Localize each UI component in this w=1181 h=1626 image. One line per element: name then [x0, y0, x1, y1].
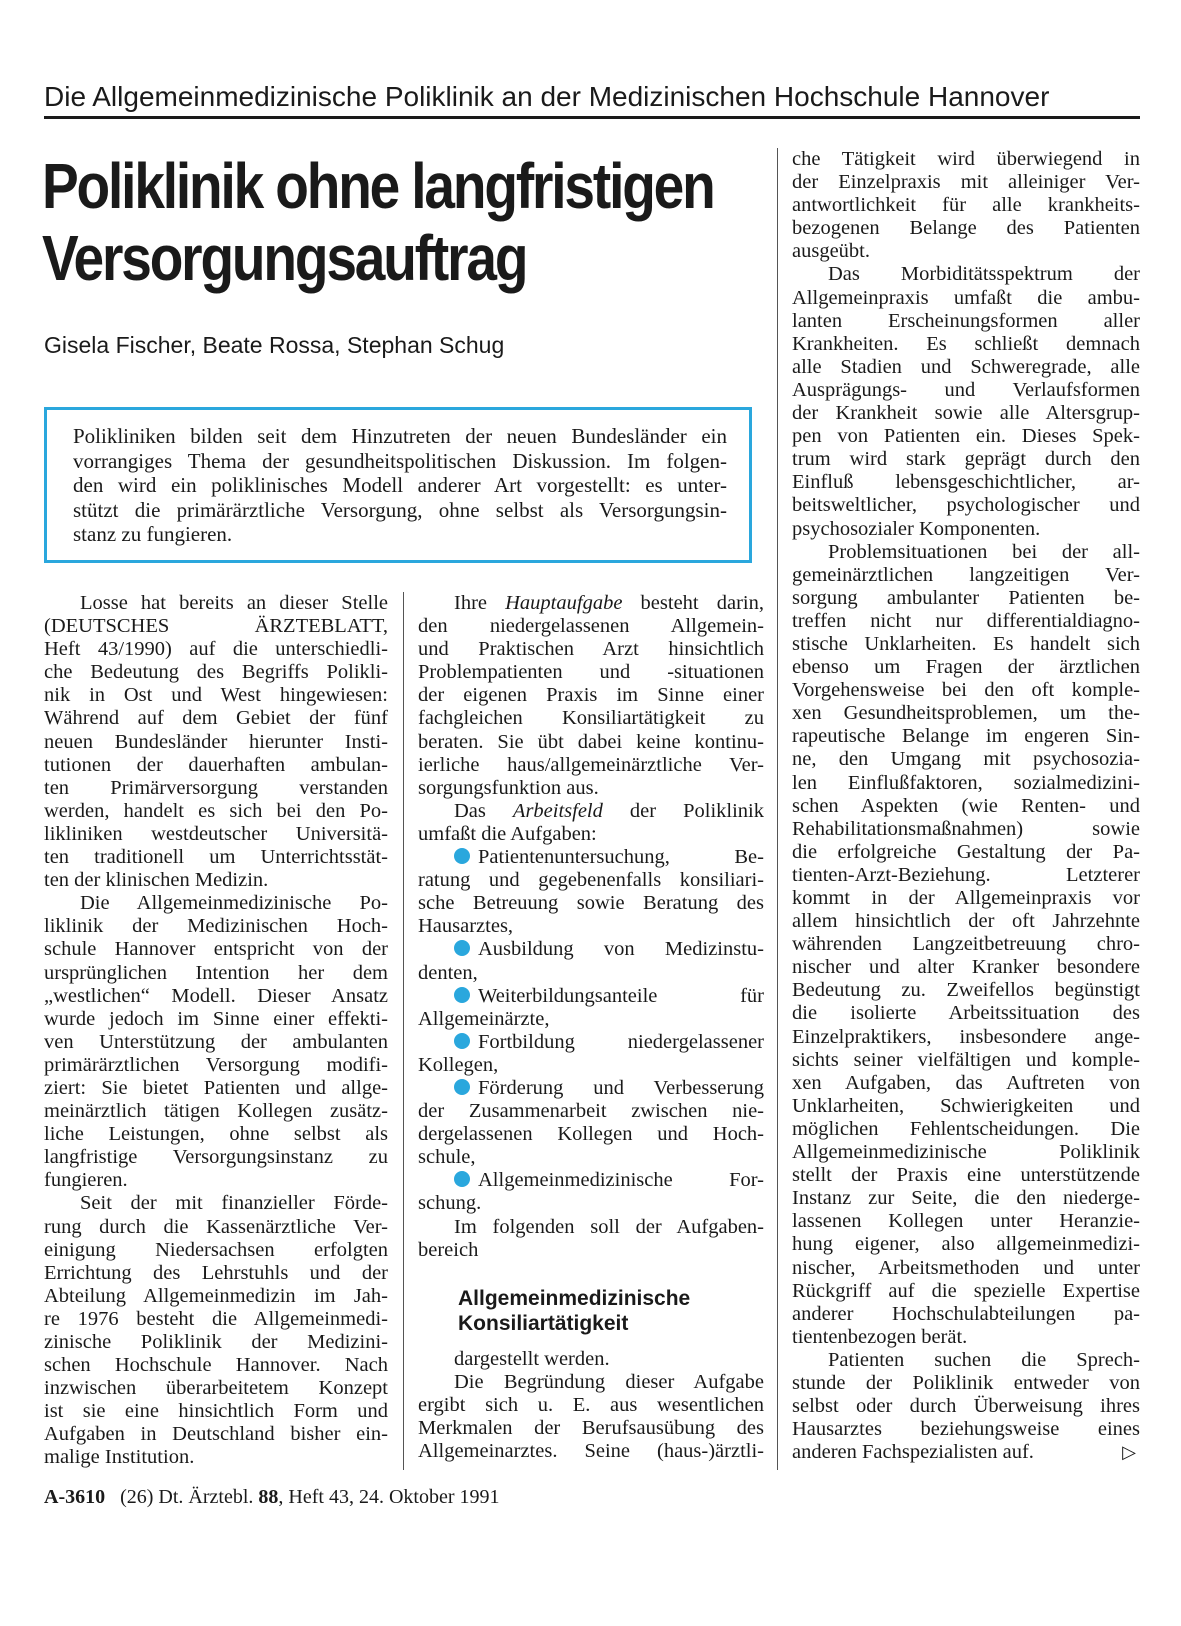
text-line: che Tätigkeit wird überwiegend in — [792, 148, 1140, 170]
text-line: Errichtung des Lehrstuhls und der — [44, 1261, 388, 1284]
authors: Gisela Fischer, Beate Rossa, Stephan Schug — [44, 332, 505, 358]
bullet-dot-icon — [454, 940, 470, 956]
text-line: Während auf dem Gebiet der fünf — [44, 707, 388, 730]
text-line: bereich — [418, 1238, 479, 1261]
bullet-item: Patientenuntersuchung, Be- — [418, 846, 764, 869]
text-line: tutionen der dauerhaften ambulan- — [44, 753, 388, 776]
text-line: ausgeübt. — [792, 240, 870, 263]
bullet-item: Weiterbildungsanteile für — [418, 985, 764, 1008]
bullet-dot-icon — [454, 848, 470, 864]
column-divider — [403, 592, 404, 1470]
text-line: sorgung ambulanter Patienten be- — [792, 586, 1140, 609]
text-line: und Praktischen Arzt hinsichtlich — [418, 638, 764, 661]
text-line: anderen Fachspezialisten auf. ▷ — [792, 1441, 1136, 1464]
text-line: Die Allgemeinmedizinische Po- — [80, 892, 388, 915]
bullet-dot-icon — [454, 1079, 470, 1095]
text-line: xen Aufgaben, das Auftreten von — [792, 1071, 1140, 1094]
text-line: der eigenen Praxis im Sinne einer — [418, 684, 764, 707]
abstract-line: stützt die primärärztliche Versorgung, ohne selbst als Versorgungsin- — [73, 497, 727, 522]
text-line: Hausarztes, — [418, 915, 514, 938]
text-line: die isolierte Arbeitssituation des — [792, 1002, 1140, 1025]
text-line: tientenbezogen berät. — [792, 1325, 968, 1348]
text-line: Ihre Hauptaufgabe besteht darin, — [454, 592, 764, 614]
text-line: denten, — [418, 961, 478, 984]
text-line: treffen nicht nur differentialdiagno- — [792, 609, 1140, 632]
text-line: Merkmalen der Berufsausübung des — [418, 1417, 764, 1439]
text-line: beitsweltlicher, psychologischer und — [792, 494, 1140, 517]
text-line: len Einflußfaktoren, sozialmedizini- — [792, 771, 1140, 794]
text-line: lassenen Kollegen unter Heranzie- — [792, 1210, 1140, 1233]
text-line: ist sie eine hinsichtlich Form und — [44, 1400, 388, 1423]
text-line: Einfluß lebensgeschichtlicher, ar- — [792, 471, 1140, 494]
abstract-line: den wird ein poliklinisches Modell anderer Art vorgestellt: es unter- — [73, 473, 727, 497]
text-line: Das Arbeitsfeld der Poliklinik — [454, 799, 764, 822]
bullet-item: Ausbildung von Medizinstu- — [418, 938, 764, 961]
text-line: schen Aspekten (wie Renten- und — [792, 794, 1140, 817]
text-line: sche Betreuung sowie Beratung des — [418, 892, 764, 915]
text-line: werden, handelt es sich bei den Po- — [44, 799, 388, 822]
text-line: Das Morbiditätsspektrum der — [828, 263, 1140, 286]
text-line: ursprünglichen Intention her dem — [44, 961, 388, 984]
text-line: gemeinärztlichen langzeitigen Ver- — [792, 563, 1140, 586]
text-line: Die Begründung dieser Aufgabe — [454, 1370, 764, 1393]
bullet-dot-icon — [454, 987, 470, 1003]
text-line: Patienten suchen die Sprech- — [828, 1348, 1140, 1371]
text-line: xen Gesundheitsproblemen, um the- — [792, 702, 1140, 725]
text-line: „westlichen“ Modell. Dieser Ansatz — [44, 984, 388, 1007]
text-line: selbst oder durch Überweisung ihres — [792, 1395, 1140, 1418]
text-line: zinische Poliklinik der Medizini- — [44, 1331, 388, 1353]
text-line: psychosozialer Komponenten. — [792, 517, 1041, 540]
text-line: Abteilung Allgemeinmedizin im Jah- — [44, 1284, 388, 1307]
text-line: umfaßt die Aufgaben: — [418, 822, 597, 845]
text-line: Rückgriff auf die spezielle Expertise — [792, 1279, 1140, 1302]
text-column-3 — [792, 148, 1140, 1464]
text-line: Seit der mit finanzieller Förde- — [80, 1192, 388, 1215]
text-line: Aufgaben in Deutschland bisher ein- — [44, 1423, 388, 1446]
text-line: inzwischen überarbeitetem Konzept — [44, 1377, 388, 1400]
text-line: Allgemeinarztes. Seine (haus-)ärztli- — [418, 1440, 764, 1463]
abstract-line: stanz zu fungieren. — [73, 522, 233, 546]
abstract-line: Polikliniken bilden seit dem Hinzutreten der neuen Bundesländer ein — [73, 424, 727, 448]
text-line: stische Unklarheiten. Es handelt sich — [792, 632, 1140, 655]
text-line: Rehabilitationsmaßnahmen) sowie — [792, 817, 1140, 840]
text-line: antwortlichkeit für alle krankheits- — [792, 194, 1140, 217]
text-line: beraten. Sie übt dabei keine kontinu- — [418, 730, 764, 753]
text-line: Problempatienten und -situationen — [418, 661, 764, 684]
text-line: der Einzelpraxis mit alleiniger Ver- — [792, 171, 1140, 194]
text-line: liche Leistungen, ohne selbst als — [44, 1123, 388, 1146]
text-line: Unklarheiten, Schwierigkeiten und — [792, 1094, 1140, 1117]
text-line: einigung Niedersachsen erfolgten — [44, 1238, 388, 1261]
text-line: schule Hannover entspricht von der — [44, 938, 388, 961]
bullet-item: Förderung und Verbesserung — [418, 1077, 764, 1100]
text-column-1 — [44, 592, 388, 1470]
text-line: stellt der Praxis eine unterstützende — [792, 1164, 1140, 1187]
text-line: neuen Bundesländer hierunter Insti- — [44, 730, 388, 753]
title-line: Versorgungsauftrag — [42, 222, 527, 294]
text-line: sorgungsfunktion aus. — [418, 776, 599, 799]
text-line: die erfolgreiche Gestaltung der Pa- — [792, 840, 1140, 863]
text-line: ierliche haus/allgemeinärztliche Ver- — [418, 753, 764, 776]
column-divider — [777, 148, 778, 1470]
text-line: schen Hochschule Hannover. Nach — [44, 1354, 388, 1377]
subheading-line: Allgemeinmedizinische — [458, 1286, 691, 1310]
text-line: Ausprägungs- und Verlaufsformen — [792, 378, 1140, 401]
text-line: Allgemeinmedizinische Poliklinik — [792, 1141, 1140, 1164]
text-line: fachgleichen Konsiliartätigkeit zu — [418, 707, 764, 730]
text-line: anderer Hochschulabteilungen pa- — [792, 1302, 1140, 1325]
page-footer: A-3610 (26) Dt. Ärztebl. 88, Heft 43, 24. Oktober 1991 — [44, 1486, 500, 1508]
emphasis-arbeitsfeld: Arbeitsfeld — [512, 799, 603, 822]
text-line: nik in Ost und West hingewiesen: — [44, 684, 388, 707]
text-line: bezogenen Belange des Patienten — [792, 217, 1140, 240]
text-line: der Krankheit sowie alle Altersgrup- — [792, 402, 1140, 425]
bullet-dot-icon — [454, 1171, 470, 1187]
text-line: che Bedeutung des Begriffs Polikli- — [44, 661, 388, 684]
text-line: Instanz zur Seite, die den niederge- — [792, 1187, 1140, 1210]
subheading-line: Konsiliartätigkeit — [458, 1311, 629, 1335]
text-line: Allgemeinärzte, — [418, 1007, 550, 1030]
text-line: ven Unterstützung der ambulanten — [44, 1030, 388, 1053]
text-line: lanten Erscheinungsformen aller — [792, 309, 1140, 332]
text-line: hung eigener, also allgemeinmedizi- — [792, 1233, 1140, 1256]
kicker-heading: Die Allgemeinmedizinische Poliklinik an der Medizinischen Hochschule Hannover — [44, 80, 1140, 119]
text-line: likliniken westdeutscher Universitä- — [44, 822, 388, 845]
text-line: meinärztlich tätigen Kollegen zusätz- — [44, 1100, 388, 1123]
text-line: möglichen Fehlentscheidungen. Die — [792, 1117, 1140, 1140]
bullet-item: Allgemeinmedizinische For- — [418, 1169, 764, 1192]
text-line: Vorgehensweise bei den oft komple- — [792, 679, 1140, 702]
text-line: den niedergelassenen Allgemein- — [418, 615, 764, 638]
emphasis-hauptaufgabe: Hauptaufgabe — [505, 592, 623, 614]
article-title — [42, 150, 714, 294]
text-line: sichts seiner vielfältigen und komple- — [792, 1048, 1140, 1071]
text-line: nischer, Arbeitsmethoden und unter — [792, 1256, 1140, 1279]
text-line: pen von Patienten ein. Dieses Spek- — [792, 425, 1140, 448]
text-line: Krankheiten. Es schließt demnach — [792, 332, 1140, 355]
text-line: Einzelpraktikers, insbesondere ange- — [792, 1025, 1140, 1048]
text-line: rung durch die Kassenärztliche Ver- — [44, 1215, 388, 1238]
text-line: ne, den Umgang mit psychosozia- — [792, 748, 1140, 771]
text-line: währenden Langzeitbetreuung chro- — [792, 933, 1140, 956]
text-line: nischer und alter Kranker besondere — [792, 956, 1140, 979]
abstract-box — [44, 407, 752, 563]
text-line: ziert: Sie bietet Patienten und allge- — [44, 1076, 388, 1099]
volume-number: 88 — [258, 1486, 279, 1508]
abstract-line: vorrangiges Thema der gesundheitspolitischen Diskussion. Im folgen- — [73, 448, 727, 473]
text-line: langfristige Versorgungsinstanz zu — [44, 1146, 388, 1169]
text-line: Im folgenden soll der Aufgaben- — [454, 1215, 764, 1238]
text-line: der Zusammenarbeit zwischen nie- — [418, 1100, 764, 1123]
bullet-dot-icon — [454, 1033, 470, 1049]
text-line: ten Primärversorgung verstanden — [44, 776, 388, 799]
text-line: ten traditionell um Unterrichtsstät- — [44, 846, 388, 869]
title-line: Poliklinik ohne langfristigen — [42, 150, 714, 222]
text-column-2 — [418, 592, 764, 1463]
text-line: tienten-Arzt-Beziehung. Letzterer — [792, 863, 1140, 886]
text-line: Losse hat bereits an dieser Stelle — [80, 592, 388, 614]
continue-arrow-icon: ▷ — [1122, 1442, 1136, 1464]
text-line: ebenso um Fragen der ärztlichen — [792, 656, 1140, 679]
text-line: trum wird stark geprägt durch den — [792, 448, 1140, 471]
text-line: alle Stadien und Schweregrade, alle — [792, 355, 1140, 378]
text-line: Bedeutung zu. Zweifellos begünstigt — [792, 979, 1140, 1002]
text-line: Heft 43/1990) auf die unterschiedli- — [44, 638, 388, 661]
text-line: schule, — [418, 1146, 476, 1169]
section-subheading — [458, 1286, 764, 1336]
text-line: dergelassenen Kollegen und Hoch- — [418, 1123, 764, 1146]
text-line: liklinik der Medizinischen Hoch- — [44, 915, 388, 938]
text-line: wurde jedoch im Sinne einer effekti- — [44, 1007, 388, 1030]
text-line: Problemsituationen bei der all- — [828, 540, 1140, 563]
text-line: ten der klinischen Medizin. — [44, 869, 269, 892]
text-line: schung. — [418, 1192, 482, 1215]
text-line: re 1976 besteht die Allgemeinmedi- — [44, 1307, 388, 1330]
page-number: A-3610 — [44, 1486, 106, 1508]
text-line: primärärztlichen Versorgung modifi- — [44, 1053, 388, 1076]
bullet-item: Fortbildung niedergelassener — [418, 1031, 764, 1054]
text-line: ratung und gegebenenfalls konsiliari- — [418, 869, 764, 892]
text-line: dargestellt werden. — [454, 1347, 610, 1370]
text-line: kommt in der Allgemeinpraxis vor — [792, 887, 1140, 909]
text-line: ergibt sich u. E. aus wesentlichen — [418, 1393, 764, 1416]
text-line: Allgemeinpraxis umfaßt die ambu- — [792, 286, 1140, 309]
text-line: allem hinsichtlich der oft Jahrzehnte — [792, 910, 1140, 933]
text-line: rapeutische Belange im engeren Sin- — [792, 725, 1140, 748]
text-line: stunde der Poliklinik entweder von — [792, 1371, 1140, 1394]
text-line: malige Institution. — [44, 1446, 195, 1469]
text-line: fungieren. — [44, 1169, 128, 1192]
text-line: Hausarztes beziehungsweise eines — [792, 1418, 1140, 1441]
text-line: (DEUTSCHES ÄRZTEBLATT, — [44, 615, 388, 638]
text-line: Kollegen, — [418, 1053, 499, 1076]
